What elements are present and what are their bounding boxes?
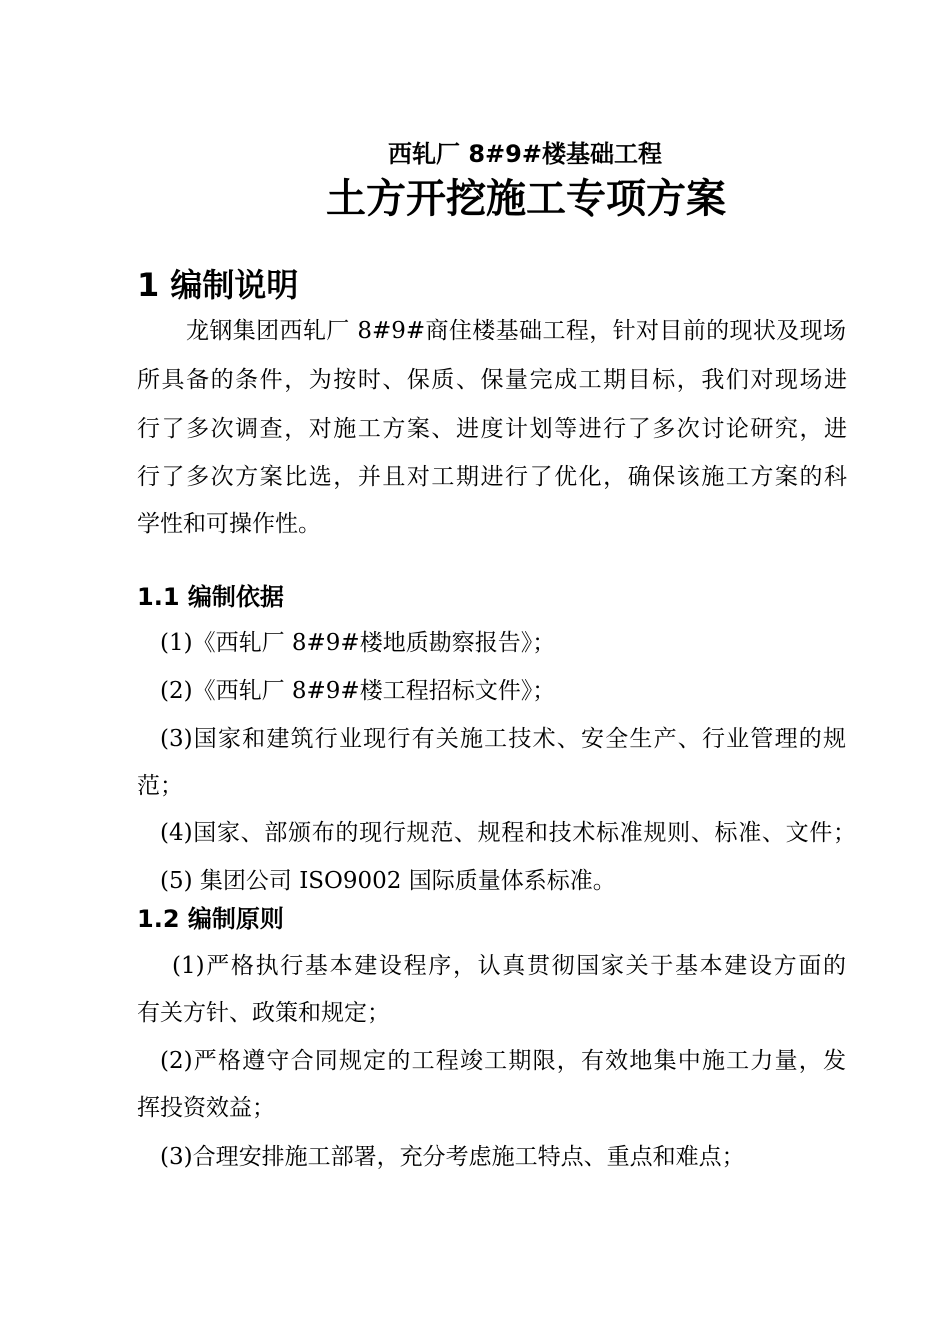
list-item-continued: 挥投资效益； — [137, 1095, 275, 1121]
section-heading-1-1: 1.1 编制依据 — [137, 583, 284, 611]
list-item: (1)严格执行基本建设程序，认真贯彻国家关于基本建设方面的 — [172, 953, 846, 979]
list-item: (5) 集团公司 ISO9002 国际质量体系标准。 — [160, 868, 616, 894]
list-item: (3)合理安排施工部署，充分考虑施工特点、重点和难点； — [160, 1144, 745, 1170]
paragraph-line: 龙钢集团西轧厂 8#9#商住楼基础工程，针对目前的现状及现场 — [186, 318, 846, 344]
list-item: (3)国家和建筑行业现行有关施工技术、安全生产、行业管理的规 — [160, 726, 846, 752]
list-item: (1)《西轧厂 8#9#楼地质勘察报告》； — [160, 630, 556, 656]
section-heading-1-2: 1.2 编制原则 — [137, 905, 284, 933]
document-title: 土方开挖施工专项方案 — [326, 176, 726, 222]
list-item-continued: 范； — [137, 773, 183, 799]
paragraph-line: 所具备的条件，为按时、保质、保量完成工期目标，我们对现场进 — [137, 367, 847, 393]
list-item: (4)国家、部颁布的现行规范、规程和技术标准规则、标准、文件； — [160, 820, 856, 846]
list-item: (2)《西轧厂 8#9#楼工程招标文件》； — [160, 678, 556, 704]
paragraph-line: 学性和可操作性。 — [137, 511, 321, 537]
paragraph-line: 行了多次调查，对施工方案、进度计划等进行了多次讨论研究，进 — [137, 416, 847, 442]
paragraph-line: 行了多次方案比选，并且对工期进行了优化，确保该施工方案的科 — [137, 464, 847, 490]
list-item-continued: 有关方针、政策和规定； — [137, 1000, 390, 1026]
list-item: (2)严格遵守合同规定的工程竣工期限，有效地集中施工力量，发 — [160, 1048, 846, 1074]
document-subtitle: 西轧厂 8#9#楼基础工程 — [388, 140, 662, 168]
section-heading-1: 1 编制说明 — [137, 266, 299, 304]
